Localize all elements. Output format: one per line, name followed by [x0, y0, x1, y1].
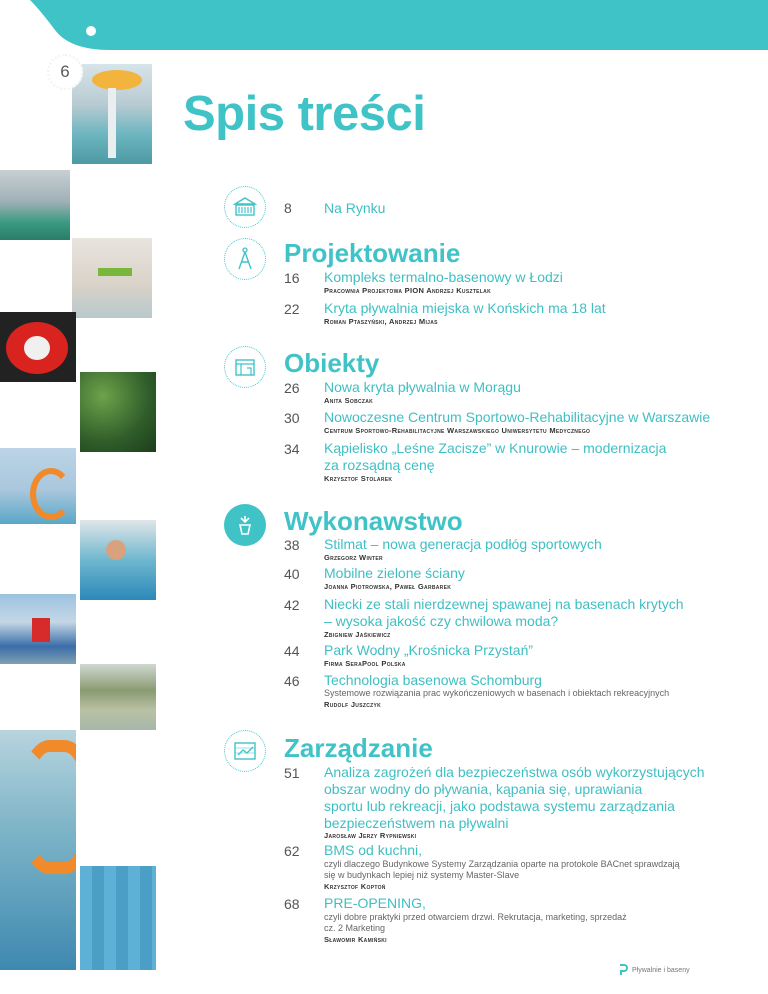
- photo-slide-tube: [0, 730, 76, 970]
- entry-title-line: za rozsądną cenę: [324, 457, 435, 473]
- entry-subtitle: [324, 912, 627, 934]
- entry-title[interactable]: Park Wodny „Krośnicka Przystań”: [324, 642, 534, 658]
- entry-title[interactable]: Kryta pływalnia miejska w Końskich ma 18 lat: [324, 300, 606, 316]
- compass-icon: [224, 238, 266, 280]
- entry-page: 42: [284, 597, 300, 613]
- entry-author: Pracownia Projektowa PION Andrzej Kusztelak: [324, 286, 491, 295]
- building-icon: [224, 346, 266, 388]
- footer-brand-text: Pływalnie i baseny: [632, 966, 690, 974]
- entry-title[interactable]: [324, 596, 684, 630]
- page-number: 6: [47, 54, 83, 90]
- entry-author: Anita Sobczak: [324, 396, 374, 405]
- entry-author: Sławomir Kamiński: [324, 935, 387, 944]
- photo-strip: [0, 0, 160, 994]
- entry-page: 26: [284, 380, 300, 396]
- entry-author: Centrum Sportowo-Rehabilitacyjne Warszawskiego Uniwersytetu Medycznego: [324, 426, 591, 435]
- entry-author: Grzegorz Winter: [324, 553, 383, 562]
- entry-page: 46: [284, 673, 300, 689]
- brand-logo-icon: [618, 964, 628, 976]
- section-title-projektowanie: Projektowanie: [284, 238, 461, 268]
- entry-title[interactable]: [324, 440, 666, 474]
- footer-brand: [618, 964, 690, 976]
- entry-title-line: Kąpielisko „Leśne Zacisze” w Knurowie – modernizacja: [324, 440, 667, 456]
- chart-icon: [224, 730, 266, 772]
- entry-title-line: sportu lub rekreacji, jako podstawa systemu zarządzania: [324, 798, 675, 814]
- section-title-obiekty: Obiekty: [284, 348, 380, 378]
- entry-title-line: obszar wodny do pływania, kąpania się, uprawiania: [324, 781, 643, 797]
- entry-subtitle: [324, 859, 680, 881]
- entry-title[interactable]: Technologia basenowa Schomburg: [324, 672, 542, 688]
- entry-page: 22: [284, 301, 300, 317]
- entry-page: 38: [284, 537, 300, 553]
- entry-title[interactable]: Mobilne zielone ściany: [324, 565, 465, 581]
- photo-green-wall: [80, 372, 156, 452]
- entry-author: Krzysztof Stolarek: [324, 474, 393, 483]
- entry-author: Roman Ptaszyński, Andrzej Mijas: [324, 317, 438, 326]
- entry-title-line: Analiza zagrożeń dla bezpieczeństwa osób wykorzystujących: [324, 764, 705, 780]
- photo-swimmers: [80, 520, 156, 600]
- entry-title-line: Niecki ze stali nierdzewnej spawanej na basenach krytych: [324, 596, 684, 612]
- photo-hall-interior: [0, 170, 70, 240]
- entry-page: 30: [284, 410, 300, 426]
- entry-author: Firma SeraPool Polska: [324, 659, 406, 668]
- entry-author: Rudolf Juszczyk: [324, 700, 382, 709]
- photo-red-equipment: [0, 312, 76, 382]
- entry-title[interactable]: Na Rynku: [324, 200, 386, 216]
- entry-subtitle-line: czyli dlaczego Budynkowe Systemy Zarządzania oparte na protokole BACnet sprawdzają: [324, 859, 680, 869]
- entry-page: 68: [284, 896, 300, 912]
- entry-subtitle: Systemowe rozwiązania prac wykończeniowych w basenach i obiektach rekreacyjnych: [324, 688, 670, 698]
- entry-author: Zbigniew Jaśkiewicz: [324, 630, 391, 639]
- entry-title[interactable]: BMS od kuchni,: [324, 842, 423, 858]
- section-title-zarzadzanie: Zarządzanie: [284, 733, 433, 763]
- entry-title[interactable]: Stilmat – nowa generacja podłóg sportowych: [324, 536, 602, 552]
- entry-title-line: – wysoka jakość czy chwilowa moda?: [324, 613, 559, 629]
- entry-page: 44: [284, 643, 300, 659]
- entry-page: 40: [284, 566, 300, 582]
- entry-subtitle-line: się w budynkach lepiej niż systemy Master-Slave: [324, 870, 520, 880]
- tool-icon: [224, 504, 266, 546]
- photo-waterslide-top: [72, 64, 152, 164]
- entry-title[interactable]: Kompleks termalno-basenowy w Łodzi: [324, 269, 563, 285]
- entry-page: 8: [284, 200, 292, 216]
- entry-author: Joanna Piotrowska, Paweł Garbarek: [324, 582, 452, 591]
- entry-title-line: bezpieczeństwem na pływalni: [324, 815, 509, 831]
- entry-subtitle-line: czyli dobre praktyki przed otwarciem drzwi. Rekrutacja, marketing, sprzedaż: [324, 912, 627, 922]
- photo-lane-pool: [80, 866, 156, 970]
- entry-author: Jarosław Jerzy Rypniewski: [324, 831, 417, 840]
- photo-pool-interior: [72, 238, 152, 318]
- photo-outdoor-slides: [0, 448, 76, 524]
- pool-building-icon: [224, 186, 266, 228]
- entry-title[interactable]: Nowoczesne Centrum Sportowo-Rehabilitacyjne w Warszawie: [324, 409, 711, 425]
- entry-title[interactable]: Nowa kryta pływalnia w Morągu: [324, 379, 521, 395]
- entry-title[interactable]: [324, 764, 705, 832]
- entry-subtitle-line: cz. 2 Marketing: [324, 923, 386, 933]
- page-title: Spis treści: [183, 87, 426, 141]
- entry-page: 34: [284, 441, 300, 457]
- entry-author: Krzysztof Koptoń: [324, 882, 386, 891]
- entry-page: 51: [284, 765, 300, 781]
- photo-outdoor-pool: [80, 664, 156, 730]
- entry-page: 16: [284, 270, 300, 286]
- entry-page: 62: [284, 843, 300, 859]
- photo-aquapark-exterior: [0, 594, 76, 664]
- section-title-wykonawstwo: Wykonawstwo: [284, 506, 463, 536]
- entry-title[interactable]: PRE-OPENING,: [324, 895, 426, 911]
